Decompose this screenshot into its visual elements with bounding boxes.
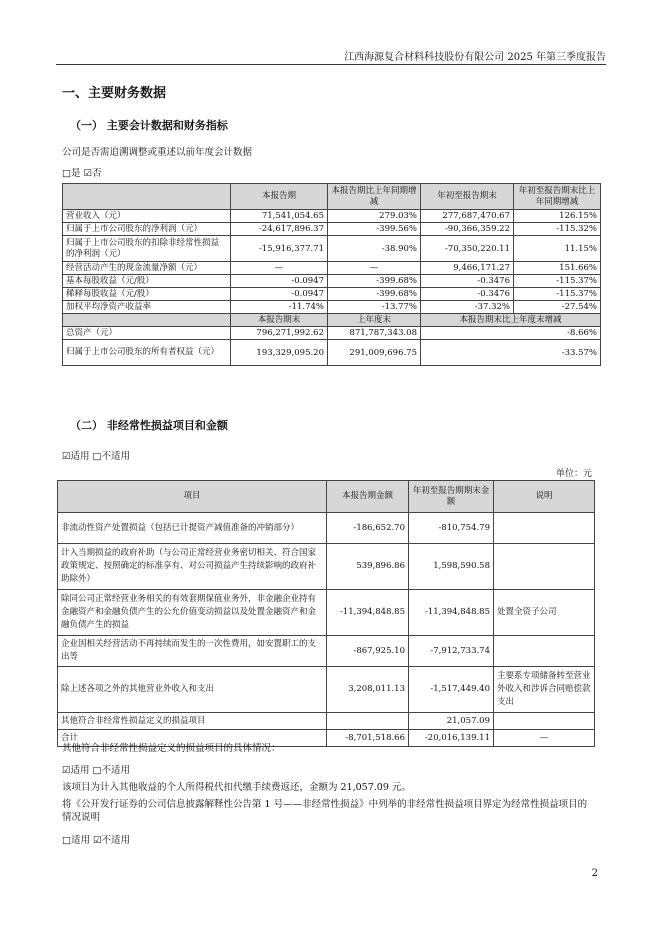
cell: -0.3476	[421, 275, 514, 288]
note-cell: 处置全资子公司	[494, 590, 595, 636]
table-row	[58, 544, 595, 590]
cell: -24,617,896.37	[231, 223, 328, 236]
row-label: 基本每股收益（元/股）	[63, 275, 231, 288]
restatement-options: □是 ☑否	[62, 168, 102, 179]
table-row	[63, 288, 601, 301]
other-items-options: ☑适用 □不适用	[62, 765, 131, 776]
cell: -0.3476	[421, 288, 514, 301]
other-items-note: 其他符合非经常性损益定义的损益项目的具体情况：	[62, 743, 281, 754]
col-header: 年初至报告期期末金额	[409, 481, 494, 513]
row-label: 总资产（元）	[63, 327, 231, 340]
reclassification-note: 将《公开发行证券的公司信息披露解释性公告第 1 号——非经常性损益》中列举的非经常性损益项目界定为经常性损益项目的情况说明	[62, 799, 588, 823]
cell: -11,394,848.85	[327, 590, 409, 636]
cell: -37.32%	[421, 301, 514, 314]
cell	[327, 713, 409, 730]
subsection-title-accounting-data: （一） 主要会计数据和财务指标	[70, 119, 228, 132]
table-row	[58, 713, 595, 730]
cell: 126.15%	[514, 210, 601, 223]
item-label: 除同公司正常经营业务相关的有效套期保值业务外，非金融企业持有金融资产和金融负债产生的公允价值变动损益以及处置金融资产和金融负债产生的损益	[58, 590, 327, 636]
table-row	[58, 636, 595, 667]
cell: -0.0947	[231, 275, 328, 288]
cell: -8,701,518.66	[327, 730, 409, 747]
cell: 11.15%	[514, 236, 601, 262]
cell: -0.0947	[231, 288, 328, 301]
note-cell: —	[494, 730, 595, 747]
cell: -70,350,220.11	[421, 236, 514, 262]
cell: 871,787,343.08	[328, 327, 421, 340]
col-header: 项目	[58, 481, 327, 513]
table-corner	[63, 184, 231, 210]
cell: 1,598,590.58	[409, 544, 494, 590]
cell: -20,016,139.11	[409, 730, 494, 747]
header-divider	[56, 64, 606, 65]
table-row	[58, 590, 595, 636]
cell: 151.66%	[514, 262, 601, 275]
cell: -399.56%	[328, 223, 421, 236]
row-label: 经营活动产生的现金流量净额（元）	[63, 262, 231, 275]
col-header: 说明	[494, 481, 595, 513]
item-label: 除上述各项之外的其他营业外收入和支出	[58, 667, 327, 713]
unit-label: 单位：元	[555, 469, 592, 479]
cell: -867,925.10	[327, 636, 409, 667]
cell: -90,366,359.22	[421, 223, 514, 236]
cell: 539,896.86	[327, 544, 409, 590]
note-cell	[494, 544, 595, 590]
table-row	[63, 262, 601, 275]
row-label: 加权平均净资产收益率	[63, 301, 231, 314]
col-header: 上年度末	[328, 314, 421, 327]
table-row	[63, 327, 601, 340]
table-row	[63, 301, 601, 314]
cell: -8.66%	[421, 327, 601, 340]
section-title: 一、主要财务数据	[62, 86, 167, 101]
col-header: 本报告期	[231, 184, 328, 210]
row-label: 归属于上市公司股东的所有者权益（元）	[63, 340, 231, 366]
row-label: 归属于上市公司股东的扣除非经常性损益的净利润（元）	[63, 236, 231, 262]
cell: —	[328, 262, 421, 275]
cell: -38.90%	[328, 236, 421, 262]
note-cell	[494, 513, 595, 544]
item-label: 企业因相关经营活动不再持续而发生的一次性费用，如安置职工的支出等	[58, 636, 327, 667]
table-row	[63, 340, 601, 366]
cell: 3,208,011.13	[327, 667, 409, 713]
col-header: 本报告期比上年同期增减	[328, 184, 421, 210]
other-items-detail: 该项目为计入其他收益的个人所得税代扣代缴手续费返还，金额为 21,057.09 元。	[62, 782, 411, 793]
nonrecurring-items-table	[57, 480, 595, 747]
cell: 21,057.09	[409, 713, 494, 730]
reclassification-options: □适用 ☑不适用	[62, 835, 131, 846]
note-cell	[494, 636, 595, 667]
cell: —	[231, 262, 328, 275]
table-corner	[63, 314, 231, 327]
item-label: 合计	[58, 730, 327, 747]
cell: -15,916,377.71	[231, 236, 328, 262]
cell: 9,466,171.27	[421, 262, 514, 275]
item-label: 计入当期损益的政府补助（与公司正常经营业务密切相关、符合国家政策规定、按照确定的标准享有、对公司损益产生持续影响的政府补助除外）	[58, 544, 327, 590]
cell: -11,394,848.85	[409, 590, 494, 636]
restatement-question: 公司是否需追溯调整或重述以前年度会计数据	[62, 147, 253, 158]
cell: -7,912,733.74	[409, 636, 494, 667]
table-row	[58, 513, 595, 544]
cell: -810,754.79	[409, 513, 494, 544]
col-header: 年初至报告期末比上年同期增减	[514, 184, 601, 210]
cell: -1,517,449.40	[409, 667, 494, 713]
report-header: 江西海源复合材料科技股份有限公司 2025 年第三季度报告	[344, 52, 606, 63]
cell: 193,329,095.20	[231, 340, 328, 366]
financial-data-table	[62, 183, 601, 366]
page-number: 2	[591, 868, 598, 879]
item-label: 其他符合非经常性损益定义的损益项目	[58, 713, 327, 730]
cell: 277,687,470.67	[421, 210, 514, 223]
table-row	[58, 667, 595, 713]
cell: 279.03%	[328, 210, 421, 223]
cell: -13.77%	[328, 301, 421, 314]
cell: -27.54%	[514, 301, 601, 314]
cell: -186,652.70	[327, 513, 409, 544]
col-header: 本报告期末	[231, 314, 328, 327]
row-label: 归属于上市公司股东的净利润（元）	[63, 223, 231, 236]
note-cell	[494, 713, 595, 730]
cell: -33.57%	[421, 340, 601, 366]
cell: 71,541,054.65	[231, 210, 328, 223]
col-header: 年初至报告期末	[421, 184, 514, 210]
subsection-title-nonrecurring: （二） 非经常性损益项目和金额	[70, 419, 228, 432]
cell: -115.32%	[514, 223, 601, 236]
table-row	[63, 275, 601, 288]
col-header: 本报告期末比上年度末增减	[421, 314, 601, 327]
row-label: 营业收入（元）	[63, 210, 231, 223]
cell: 291,009,696.75	[328, 340, 421, 366]
note-cell: 主要系专项储备转至营业外收入和涉诉合同赔偿款支出	[494, 667, 595, 713]
applicable-options: ☑适用 □不适用	[62, 451, 131, 462]
cell: -115.37%	[514, 275, 601, 288]
cell: -11.74%	[231, 301, 328, 314]
cell: -399.68%	[328, 275, 421, 288]
col-header: 本报告期金额	[327, 481, 409, 513]
row-label: 稀释每股收益（元/股）	[63, 288, 231, 301]
cell: -399.68%	[328, 288, 421, 301]
item-label: 非流动性资产处置损益（包括已计提资产减值准备的冲销部分）	[58, 513, 327, 544]
table-row	[63, 236, 601, 262]
cell: -115.37%	[514, 288, 601, 301]
cell: 796,271,992.62	[231, 327, 328, 340]
table-row	[63, 223, 601, 236]
table-row	[63, 210, 601, 223]
